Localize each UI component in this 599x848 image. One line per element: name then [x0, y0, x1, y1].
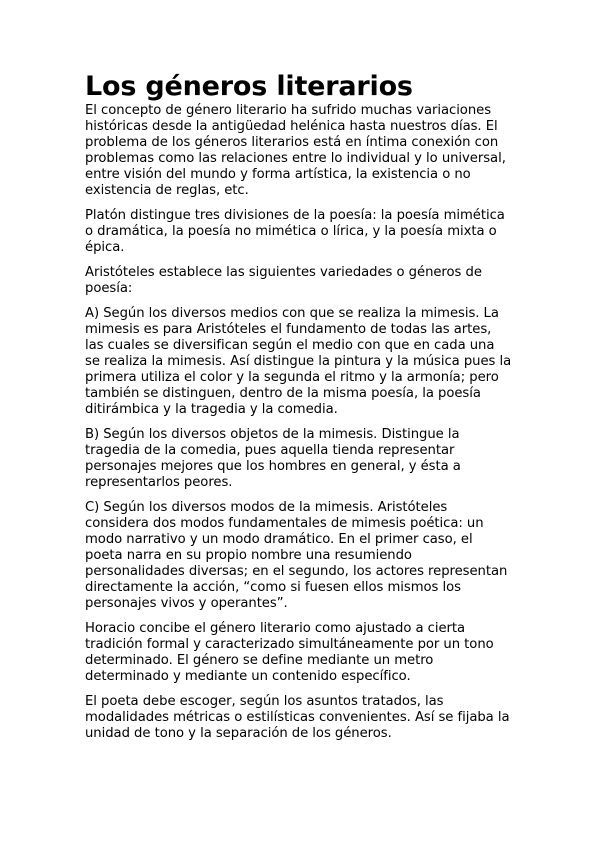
- paragraph-aristoteles: Aristóteles establece las siguientes variedades o géneros de poesía:: [85, 264, 482, 296]
- paragraph-intro: El concepto de género literario ha sufrido muchas variaciones históricas desde la antigüedad helénica hasta nuestros días. El problema de los géneros literarios está en íntima conexión con problemas como las relaciones entre lo individual y lo universal, entre visión del mundo y forma artística, la existencia o no existencia de reglas, etc.: [85, 103, 506, 199]
- paragraph-platon: Platón distingue tres divisiones de la poesía: la poesía mimética o dramática, la poesía no mimética o lírica, y la poesía mixta o épica.: [85, 208, 505, 256]
- paragraph-item-c: C) Según los diversos modos de la mimesis. Aristóteles considera dos modos fundamentales de mimesis poética: un modo narrativo y un modo dramático. En el primer caso, el poeta narra en su propio nombre una resumiendo personalidades diversas; en el segundo, los actores representan directamente la acción, “como si fuesen ellos mismos los personajes vivos y operantes”.: [85, 499, 508, 612]
- document-page: [85, 72, 513, 750]
- document-title: Los géneros literarios: [85, 71, 413, 102]
- paragraph-poeta: El poeta debe escoger, según los asuntos tratados, las modalidades métricas o estilísticas convenientes. Así se fijaba la unidad de tono y la separación de los géneros.: [85, 693, 510, 741]
- paragraph-item-a: A) Según los diversos medios con que se realiza la mimesis. La mimesis es para Aristóteles el fundamento de todas las artes, las cuales se diversifican según el medio con que en cada una se realiza la mimesis. Así distingue la pintura y la música pues la primera utiliza el color y la segunda el ritmo y la armonía; pero también se distinguen, dentro de la misma poesía, la poesía ditirámbica y la tragedia y la comedia.: [85, 305, 512, 418]
- paragraph-horacio: Horacio concibe el género literario como ajustado a cierta tradición formal y caracterizado simultáneamente por un tono determinado. El género se define mediante un metro determinado y mediante un contenido específico.: [85, 620, 494, 684]
- paragraph-item-b: B) Según los diversos objetos de la mimesis. Distingue la tragedia de la comedia, pues aquella tienda representar personajes mejores que los hombres en general, y ésta a representarlos peores.: [85, 426, 461, 490]
